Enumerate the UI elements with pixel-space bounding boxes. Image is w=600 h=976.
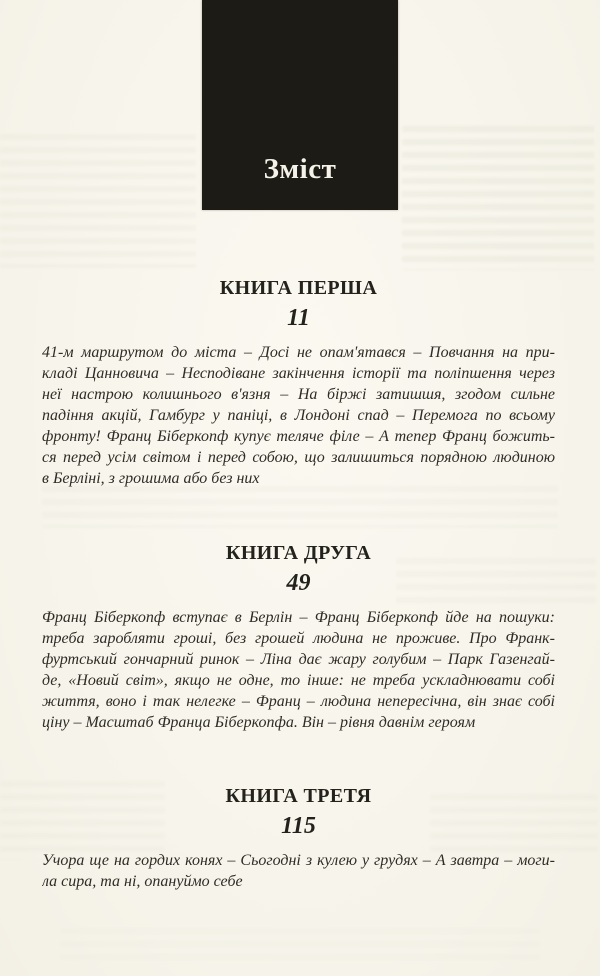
toc-section-book-three [42,784,555,892]
description-line: життя, воно і так нелегке – Франц – людина непересічна, він знає собі [42,693,555,710]
description-line: ціну – Масштаб Франца Біберкопфа. Він – рівня давнім героям [42,714,476,731]
book-one-page-number: 11 [287,305,310,331]
showthrough-ghost-text [402,120,594,270]
book-three-description [42,850,555,892]
description-line: падіння акцій, Гамбург у паніці, в Лондоні спад – Перемога по всьому [42,407,555,424]
contents-title: Зміст [263,153,337,185]
description-line: Франц Біберкопф вступає в Берлін – Франц Біберкопф йде на пошуки: [42,609,555,626]
description-line: ся перед усім світом і перед собою, що залишиться порядною людиною [42,449,555,466]
description-line: фуртський гончарний ринок – Ліна дає жару голубим – Парк Газенгай- [42,651,555,668]
book-two-heading: КНИГА ДРУГА [225,542,372,564]
toc-section-book-two [42,541,555,733]
description-line: де, «Новий світ», якщо не одне, то інше: не треба ускладнювати собі [42,672,555,689]
description-line: фронту! Франц Біберкопф купує теляче філе – А тепер Франц божить- [42,428,555,445]
book-one-heading: КНИГА ПЕРША [219,277,378,299]
description-line: неї настрою колишнього в'язня – На біржі затишшя, згодом сильне [42,386,555,403]
description-line: ла сира, та ні, опануймо себе [42,873,243,890]
book-three-page-number: 115 [281,813,316,839]
book-two-page-number: 49 [286,570,311,596]
book-two-description [42,607,555,733]
description-line: Учора ще на гордих конях – Сьогодні з кулею у грудях – А завтра – моги- [42,852,555,869]
toc-section-book-one [42,276,555,489]
description-line: треба заробляти гроші, без грошей людина не проживе. Про Франк- [42,630,555,647]
showthrough-ghost-text [0,128,196,268]
book-three-heading: КНИГА ТРЕТЯ [225,785,372,807]
contents-title-box [202,0,398,210]
showthrough-ghost-text [60,922,540,960]
description-line: в Берліні, з грошима або без них [42,470,260,487]
description-line: 41-м маршрутом до міста – Досі не опам'ятався – Повчання на при- [42,344,555,361]
description-line: кладі Цанновича – Несподіване закінчення історії та поліпшення через [42,365,555,382]
book-one-description [42,342,555,489]
